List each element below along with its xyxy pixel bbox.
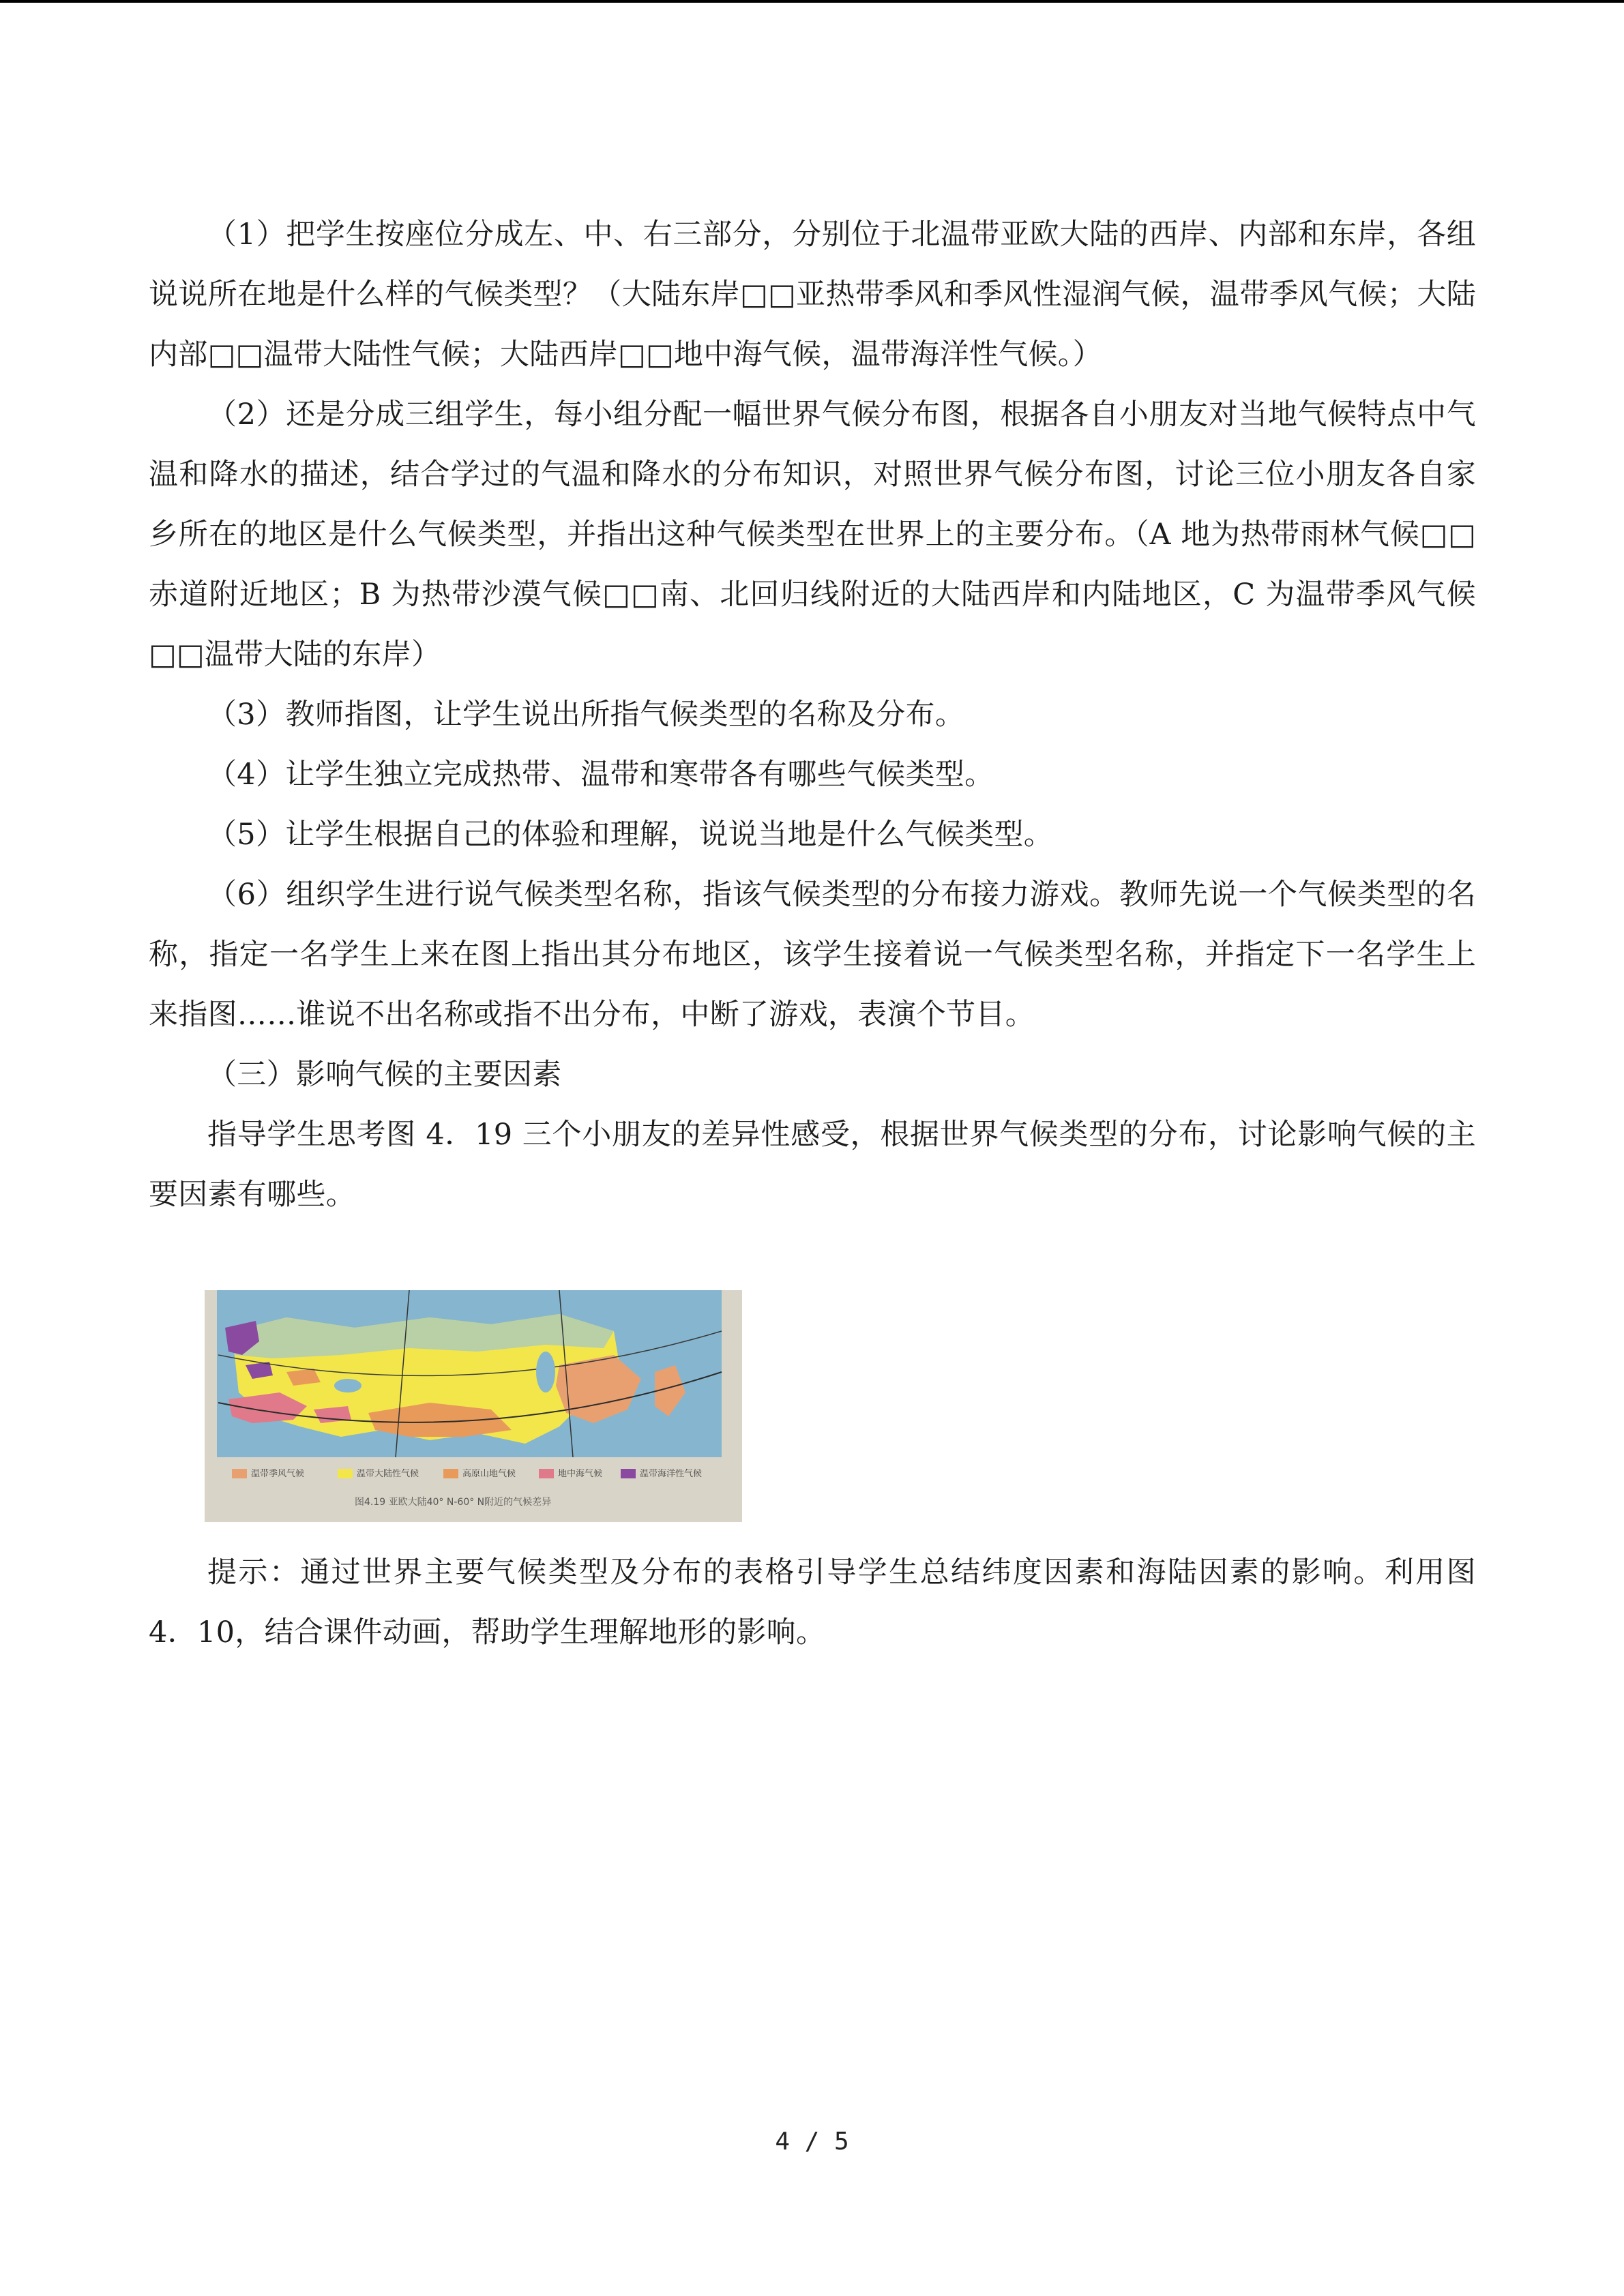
legend-label-2: 温带大陆性气候 — [357, 1469, 419, 1479]
legend-label-1: 温带季风气候 — [251, 1469, 305, 1479]
main-content — [149, 205, 1476, 1225]
legend-label-4: 地中海气候 — [558, 1469, 603, 1479]
section-heading: （三）影响气候的主要因素 — [207, 1058, 562, 1092]
paragraph-7: 指导学生思考图 4．19 三个小朋友的差异性感受，根据世界气候类型的分布，讨论影响气候的主要因素有哪些。 — [149, 1118, 1476, 1212]
top-border-line — [0, 0, 1624, 3]
legend-label-5: 温带海洋性气候 — [640, 1469, 703, 1479]
paragraph-5: （5）让学生根据自己的体验和理解，说说当地是什么气候类型。 — [207, 818, 1054, 852]
legend-label-3: 高原山地气候 — [462, 1469, 516, 1479]
paragraph-6: （6）组织学生进行说气候类型名称，指该气候类型的分布接力游戏。教师先说一个气候类型的名称，指定一名学生上来在图上指出其分布地区，该学生接着说一气候类型名称，并指定下一名学生上来指图……谁说不出名称或指不出分布，中断了游戏，表演个节目。 — [149, 878, 1476, 1032]
paragraph-3: （3）教师指图，让学生说出所指气候类型的名称及分布。 — [207, 698, 965, 732]
paragraph-1: （1）把学生按座位分成左、中、右三部分，分别位于北温带亚欧大陆的西岸、内部和东岸，各组说说所在地是什么样的气候类型？（大陆东岸□□亚热带季风和季风性湿润气候，温带季风气候；大陆内部□□温带大陆性气候；大陆西岸□□地中海气候，温带海洋性气候。） — [149, 218, 1476, 372]
climate-map-figure — [205, 1290, 742, 1522]
figure-caption: 图4.19 亚欧大陆40° N-60° N附近的气候差异 — [355, 1497, 552, 1508]
page-number: 4 / 5 — [775, 2128, 849, 2156]
paragraph-4: （4）让学生独立完成热带、温带和寒带各有哪些气候类型。 — [207, 758, 994, 792]
climate-map-image — [205, 1290, 742, 1522]
paragraph-2: （2）还是分成三组学生，每小组分配一幅世界气候分布图，根据各自小朋友对当地气候特点中气温和降水的描述，结合学过的气温和降水的分布知识，对照世界气候分布图，讨论三位小朋友各自家乡所在的地区是什么气候类型，并指出这种气候类型在世界上的主要分布。（A 地为热带雨林气候□□赤道附近地区；B 为热带沙漠气候□□南、北回归线附近的大陆西岸和内陆地区，C 为温带季风气候□□温带大陆的东岸） — [149, 398, 1476, 672]
hint-section — [149, 1542, 1476, 1663]
hint-text: 提示：通过世界主要气候类型及分布的表格引导学生总结纬度因素和海陆因素的影响。利用图 4．10，结合课件动画，帮助学生理解地形的影响。 — [149, 1555, 1476, 1650]
